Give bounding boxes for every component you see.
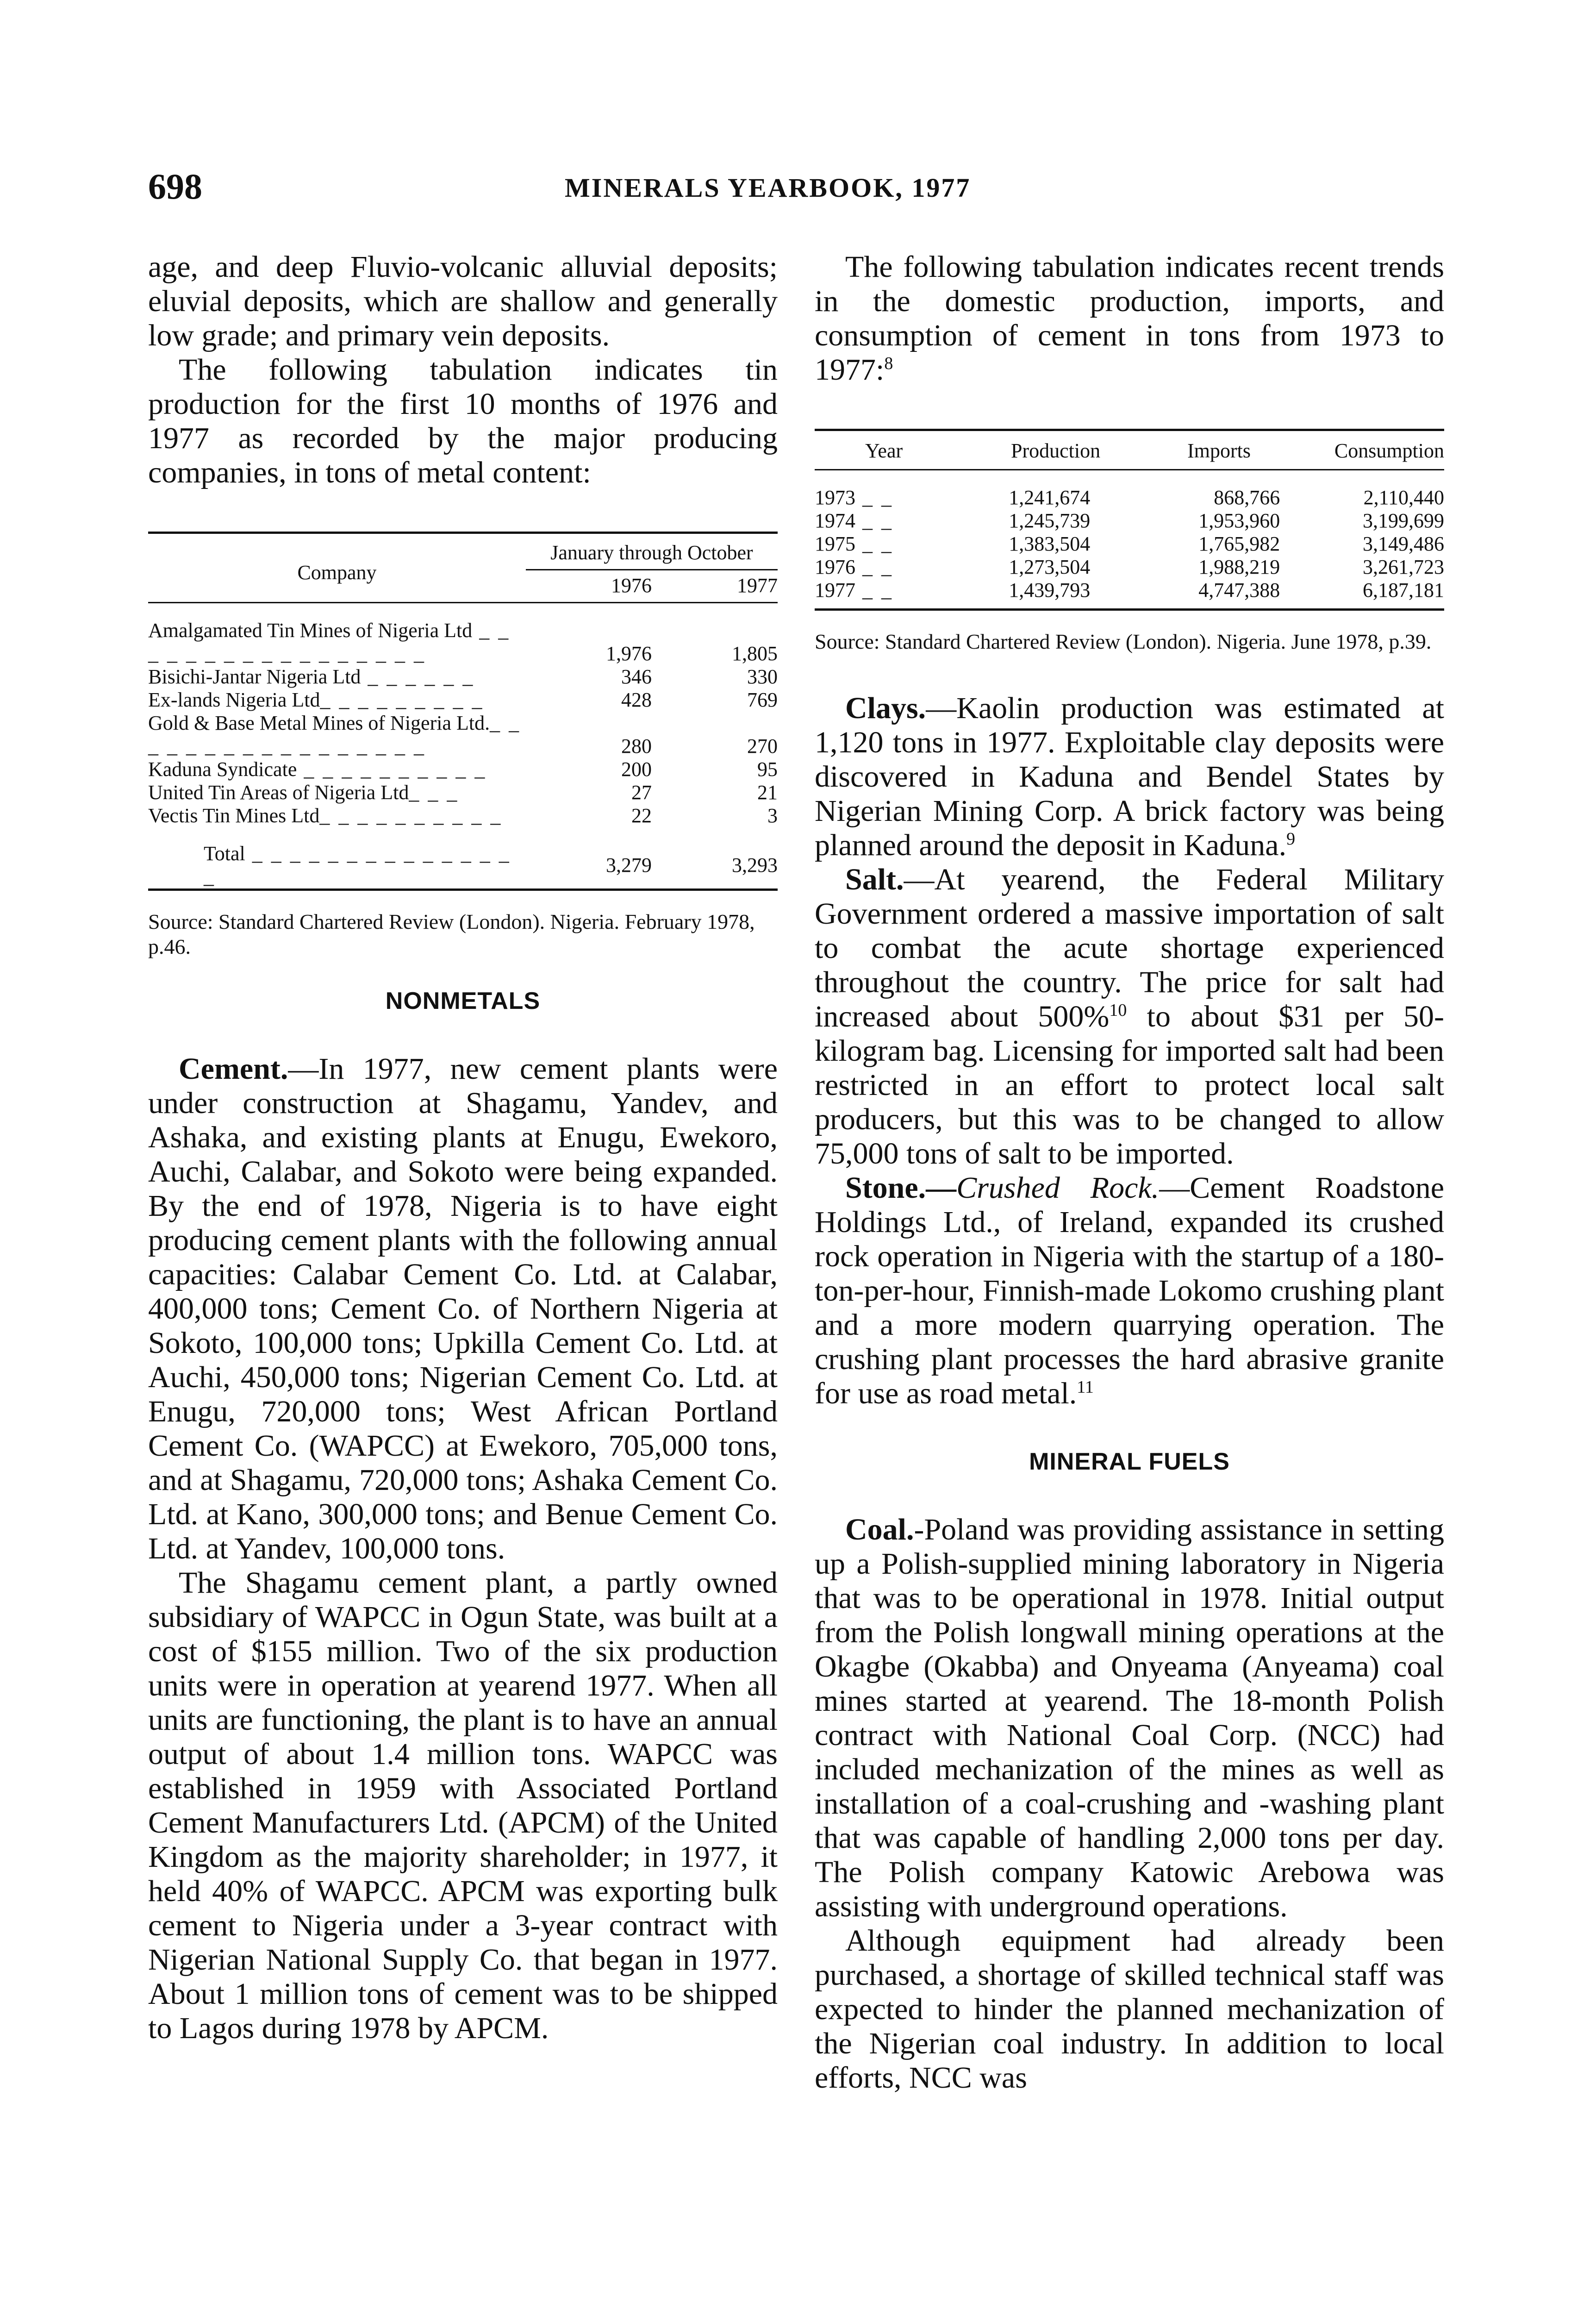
tin-intro-paragraph: The following tabulation indicates tin production for the first 10 months of 1976 and 1977 as recorded by the major producing companies, in tons of metal content: (148, 353, 778, 489)
column-header: Production (1011, 439, 1101, 462)
table-row: United Tin Areas of Nigeria Ltd_ _ _ 27 21 (148, 781, 778, 804)
table-row: Amalgamated Tin Mines of Nigeria Ltd _ _ _ _ _ _ _ _ _ _ _ _ _ _ _ _ _ 1,976 1,805 (148, 619, 778, 665)
footnote-ref: 9 (1286, 829, 1296, 849)
table-row: Gold & Base Metal Mines of Nigeria Ltd._ _ _ _ _ _ _ _ _ _ _ _ _ _ _ _ _ 280 270 (148, 712, 778, 757)
table-row: 1974 _ _ 1,245,739 1,953,960 3,199,699 (815, 509, 1444, 532)
company-header: Company (297, 561, 377, 584)
equipment-paragraph: Although equipment had already been purchased, a shortage of skilled technical staff was expected to hinder the planned mechanization of the Nigerian coal industry. In addition to local efforts, NCC was (815, 1924, 1444, 2095)
total-row: Total _ _ _ _ _ _ _ _ _ _ _ _ _ _ _ 3,279 3,293 (204, 842, 778, 888)
salt-paragraph: Salt.—At yearend, the Federal Military Government ordered a massive importation of salt to combat the acute shortage experienced throughout the country. The price for salt had increased about 500%$^{10}$ to about $31 per 50-kilogram bag. Licensing for imported salt had been restricted in an effort to protect local salt producers, but this was to be changed to allow 75,000 tons of salt to be imported. (815, 863, 1444, 1170)
mineral-fuels-heading: MINERAL FUELS (1029, 1448, 1230, 1475)
column-header: Year (865, 439, 903, 462)
table-row: 1977 _ _ 1,439,793 4,747,388 6,187,181 (815, 579, 1444, 601)
column-header: Consumption (1334, 439, 1444, 462)
cement-paragraph: Cement.—In 1977, new cement plants were under construction at Shagamu, Yandev, and Ashaka, and existing plants at Enugu, Ewekoro, Auchi, Calabar, and Sokoto were being expanded. By the end of 1978, Nigeria is to have eight producing cement plants with the following annual capacities: Calabar Cement Co. Ltd. at Calabar, 400,000 tons; Cement Co. of Northern Nigeria at Sokoto, 100,000 tons; Upkilla Cement Co. Ltd. at Auchi, 450,000 tons; Nigerian Cement Co. Ltd. at Enugu, 720,000 tons; West African Portland Cement Co. (WAPCC) at Ewekoro, 705,000 tons, and at Shagamu, 720,000 tons; Ashaka Cement Co. Ltd. at Kano, 300,000 tons; and Benue Cement Co. Ltd. at Yandev, 100,000 tons. (148, 1052, 778, 1565)
table-row: Bisichi-Jantar Nigeria Ltd _ _ _ _ _ _ 346 330 (148, 665, 778, 688)
table-row: 1975 _ _ 1,383,504 1,765,982 3,149,486 (815, 532, 1444, 555)
cement-trends-intro: The following tabulation indicates recent trends in the domestic production, imports, and consumption of cement in tons from 1973 to 1977:$^8$ (815, 250, 1444, 387)
table-row: 1976 _ _ 1,273,504 1,988,219 3,261,723 (815, 556, 1444, 578)
year-1976-header: 1976 (611, 574, 652, 597)
year-1977-header: 1977 (737, 574, 778, 597)
right-column (815, 250, 1444, 2095)
left-column (148, 250, 778, 2046)
tin-table-source: Source: Standard Chartered Review (London). Nigeria. February 1978, p.46. (148, 910, 755, 958)
footnote-ref: 10 (1109, 1001, 1127, 1020)
table-row: Vectis Tin Mines Ltd_ _ _ _ _ _ _ _ _ _ 22 3 (148, 804, 778, 827)
alluvial-paragraph: age, and deep Fluvio-volcanic alluvial deposits; eluvial deposits, which are shallow and generally low grade; and primary vein deposits. (148, 250, 778, 352)
cement-trends-table (815, 429, 1444, 654)
stone-paragraph: Stone.—Crushed Rock.—Cement Roadstone Holdings Ltd., of Ireland, expanded its crushed rock operation in Nigeria with the startup of a 180-ton-per-hour, Finnish-made Lokomo crushing plant and a more modern quarrying operation. The crushing plant processes the hard abrasive granite for use as road metal.$^{11}$ (815, 1171, 1444, 1410)
page-number: 698 (148, 166, 202, 206)
period-header: January through October (526, 533, 778, 570)
nonmetals-heading: NONMETALS (385, 988, 541, 1014)
footnote-ref: 11 (1077, 1377, 1094, 1397)
table-row: Kaduna Syndicate _ _ _ _ _ _ _ _ _ _ 200 95 (148, 758, 778, 781)
column-header: Imports (1187, 439, 1251, 462)
running-head: MINERALS YEARBOOK, 1977 (565, 173, 971, 203)
shagamu-paragraph: The Shagamu cement plant, a partly owned subsidiary of WAPCC in Ogun State, was built at a cost of $155 million. Two of the six production units were in operation at yearend 1977. When all units are functioning, the plant is to have an annual output of about 1.4 million tons. WAPCC was established in 1959 with Associated Portland Cement Manufacturers Ltd. (APCM) of the United Kingdom as the majority shareholder; in 1977, it held 40% of WAPCC. APCM was exporting bulk cement to Nigeria under a 3-year contract with Nigerian National Supply Co. that began in 1977. About 1 million tons of cement was to be shipped to Lagos during 1978 by APCM. (148, 1566, 778, 2045)
footnote-ref: 8 (884, 354, 893, 373)
table-row: Ex-lands Nigeria Ltd_ _ _ _ _ _ _ _ _ 428 769 (148, 688, 778, 711)
tin-production-table (148, 532, 778, 959)
clays-paragraph: Clays.—Kaolin production was estimated at 1,120 tons in 1977. Exploitable clay deposits were discovered in Kaduna and Bendel States by Nigerian Mining Corp. A brick factory was being planned around the deposit in Kaduna.$^9$ (815, 691, 1444, 862)
table-row: 1973 _ _ 1,241,674 868,766 2,110,440 (815, 486, 1444, 509)
coal-paragraph: Coal.-Poland was providing assistance in setting up a Polish-supplied mining laboratory in Nigeria that was to be operational in 1978. Initial output from the Polish longwall mining operations at the Okagbe (Okabba) and Onyeama (Anyeama) coal mines started at yearend. The 18-month Polish contract with National Coal Corp. (NCC) had included mechanization of the mines as well as installation of a coal-crushing and -washing plant that was capable of handling 2,000 tons per day. The Polish company Katowic Arebowa was assisting with underground operations. (815, 1513, 1444, 1923)
cement-table-source: Source: Standard Chartered Review (London). Nigeria. June 1978, p.39. (815, 630, 1432, 653)
